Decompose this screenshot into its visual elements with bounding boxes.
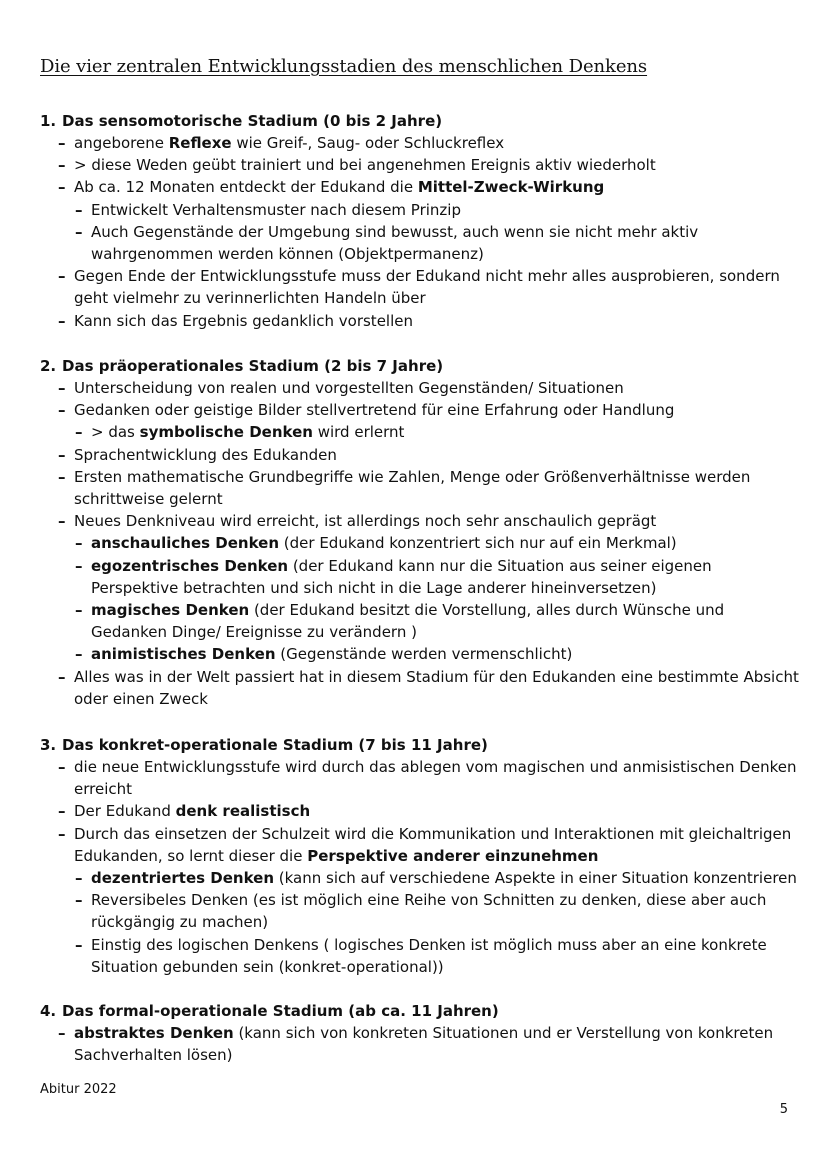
footer-text: Abitur 2022 bbox=[40, 1082, 117, 1097]
list-item: – Kann sich das Ergebnis gedanklich vorstellen bbox=[40, 310, 800, 332]
section-title: Das präoperationales Stadium (2 bis 7 Jahre) bbox=[62, 357, 444, 375]
list-item: – animistisches Denken (Gegenstände werden vermenschlicht) bbox=[40, 643, 800, 665]
list-item: – Entwickelt Verhaltensmuster nach diesem Prinzip bbox=[40, 199, 800, 221]
list-item: – Ersten mathematische Grundbegriffe wie Zahlen, Menge oder Größenverhältnisse werden schrittweise gelernt bbox=[40, 466, 800, 510]
section-4 bbox=[40, 1000, 800, 1066]
section-heading bbox=[40, 734, 800, 756]
list-item: – Durch das einsetzen der Schulzeit wird die Kommunikation und Interaktionen mit gleichaltrigen Edukanden, so lernt dieser die Perspektive anderer einzunehmen bbox=[40, 823, 800, 867]
bullet-list bbox=[40, 132, 800, 332]
section-title: Das formal-operationale Stadium (ab ca. 11 Jahren) bbox=[62, 1002, 499, 1020]
section-number: 3. bbox=[40, 736, 57, 754]
list-item: – > das symbolische Denken wird erlernt bbox=[40, 421, 800, 443]
section-3 bbox=[40, 734, 800, 978]
list-item: – Auch Gegenstände der Umgebung sind bewusst, auch wenn sie nicht mehr aktiv wahrgenommen werden können (Objektpermanenz) bbox=[40, 221, 800, 265]
page-title: Die vier zentralen Entwicklungsstadien des menschlichen Denkens bbox=[40, 56, 648, 77]
section-number: 1. bbox=[40, 112, 57, 130]
list-item: – egozentrisches Denken (der Edukand kann nur die Situation aus seiner eigenen Perspektive betrachten und sich nicht in die Lage anderer hineinversetzen) bbox=[40, 555, 800, 599]
bullet-list bbox=[40, 377, 800, 710]
bullet-list bbox=[40, 1022, 800, 1066]
list-item: – anschauliches Denken (der Edukand konzentriert sich nur auf ein Merkmal) bbox=[40, 532, 800, 554]
list-item: – Gedanken oder geistige Bilder stellvertretend für eine Erfahrung oder Handlung bbox=[40, 399, 800, 421]
section-number: 2. bbox=[40, 357, 57, 375]
list-item: – Der Edukand denk realistisch bbox=[40, 800, 800, 822]
list-item: – abstraktes Denken (kann sich von konkreten Situationen und er Verstellung von konkreten Sachverhalten lösen) bbox=[40, 1022, 800, 1066]
list-item: – Neues Denkniveau wird erreicht, ist allerdings noch sehr anschaulich geprägt bbox=[40, 510, 800, 532]
list-item: – die neue Entwicklungsstufe wird durch das ablegen vom magischen und anmisistischen Denken erreicht bbox=[40, 756, 800, 800]
section-1 bbox=[40, 110, 800, 332]
section-2 bbox=[40, 355, 800, 710]
list-item: – magisches Denken (der Edukand besitzt die Vorstellung, alles durch Wünsche und Gedanken Dinge/ Ereignisse zu verändern ) bbox=[40, 599, 800, 643]
list-item: – angeborene Reflexe wie Greif-, Saug- oder Schluckreflex bbox=[40, 132, 800, 154]
list-item: – Reversibeles Denken (es ist möglich eine Reihe von Schnitten zu denken, diese aber auch rückgängig zu machen) bbox=[40, 889, 800, 933]
list-item: – Einstig des logischen Denkens ( logisches Denken ist möglich muss aber an eine konkrete Situation gebunden sein (konkret-operational)) bbox=[40, 934, 800, 978]
section-heading bbox=[40, 1000, 800, 1022]
section-heading bbox=[40, 110, 800, 132]
list-item: – > diese Weden geübt trainiert und bei angenehmen Ereignis aktiv wiederholt bbox=[40, 154, 800, 176]
section-number: 4. bbox=[40, 1002, 57, 1020]
list-item: – dezentriertes Denken (kann sich auf verschiedene Aspekte in einer Situation konzentrieren bbox=[40, 867, 800, 889]
section-heading bbox=[40, 355, 800, 377]
page-number: 5 bbox=[779, 1102, 788, 1117]
bullet-list bbox=[40, 756, 800, 978]
list-item: – Gegen Ende der Entwicklungsstufe muss der Edukand nicht mehr alles ausprobieren, sondern geht vielmehr zu verinnerlichten Handeln über bbox=[40, 265, 800, 309]
list-item: – Unterscheidung von realen und vorgestellten Gegenständen/ Situationen bbox=[40, 377, 800, 399]
list-item: – Ab ca. 12 Monaten entdeckt der Edukand die Mittel-Zweck-Wirkung bbox=[40, 176, 800, 198]
section-title: Das konkret-operationale Stadium (7 bis 11 Jahre) bbox=[62, 736, 488, 754]
list-item: – Sprachentwicklung des Edukanden bbox=[40, 444, 800, 466]
list-item: – Alles was in der Welt passiert hat in diesem Stadium für den Edukanden eine bestimmte Absicht oder einen Zweck bbox=[40, 666, 800, 710]
section-title: Das sensomotorische Stadium (0 bis 2 Jahre) bbox=[62, 112, 443, 130]
